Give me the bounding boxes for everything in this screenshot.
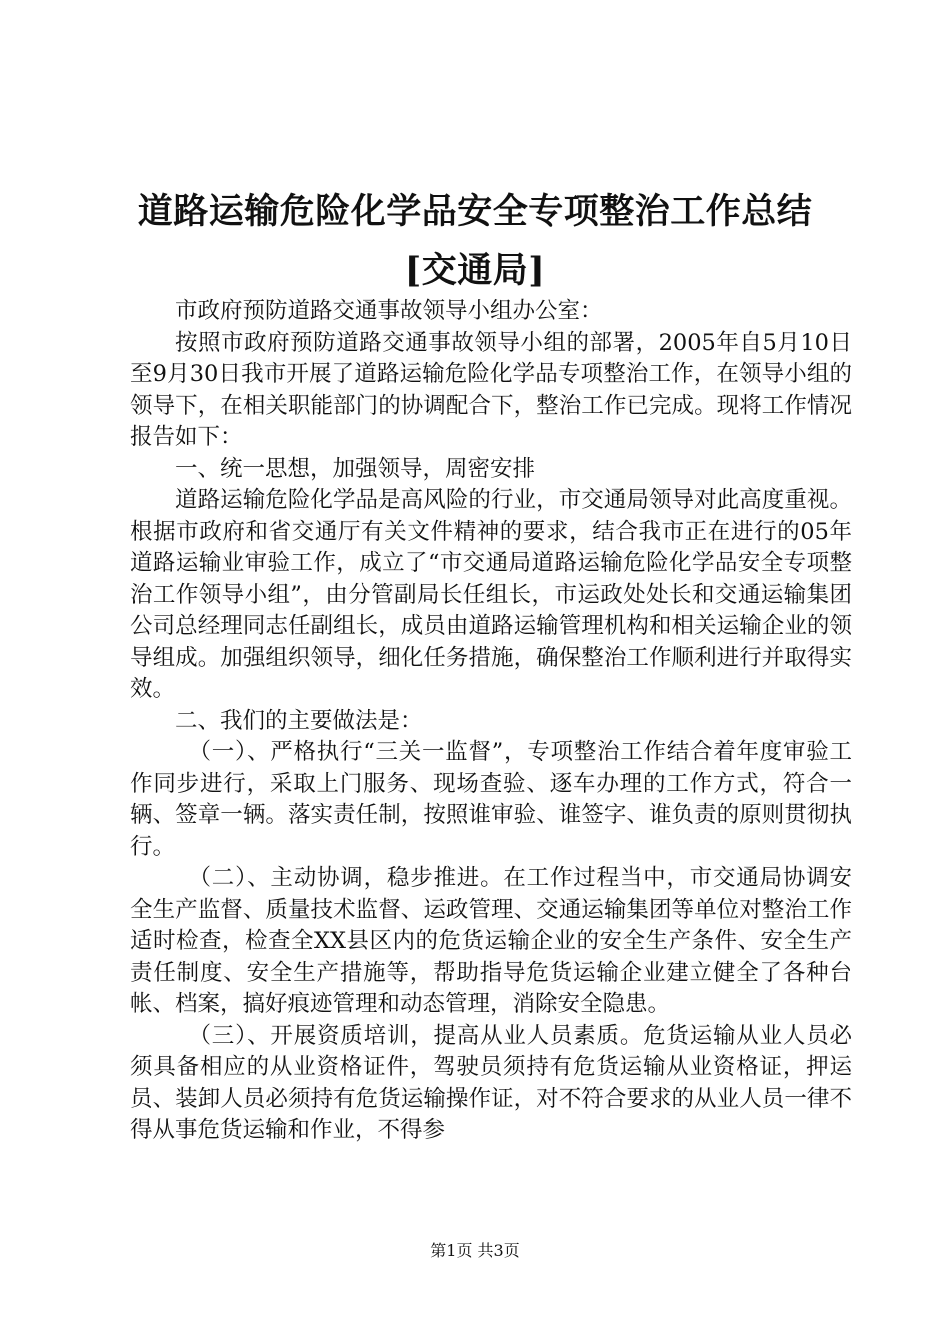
document-title: 道路运输危险化学品安全专项整治工作总结 (137, 191, 813, 232)
intro-paragraph: 按照市政府预防道路交通事故领导小组的部署，2005年自5月10日至9月30日我市开展了道路运输危险化学品专项整治工作，在领导小组的领导下，在相关职能部门的协调配合下，整治工作已完成。现将工作情况报告如下： (130, 329, 852, 450)
document-title-department: [交通局] (404, 250, 546, 291)
section-heading-1: 一、统一思想，加强领导，周密安排 (175, 455, 536, 482)
page-number-footer: 第1页 共3页 (430, 1241, 520, 1260)
section-1-paragraph: 道路运输危险化学品是高风险的行业，市交通局领导对此高度重视。根据市政府和省交通厅有关文件精神的要求，结合我市正在进行的05年道路运输业审验工作，成立了“市交通局道路运输危险化学品安全专项整治工作领导小组”，由分管副局长任组长，市运政处处长和交通运输集团公司总经理同志任副组长，成员由道路运输管理机构和相关运输企业的领导组成。加强组织领导，细化任务措施，确保整治工作顺利进行并取得实效。 (130, 487, 852, 702)
document-body (130, 296, 852, 1147)
salutation-paragraph: 市政府预防道路交通事故领导小组办公室： (175, 298, 603, 324)
subsection-1-paragraph: （一）、严格执行“三关一监督”，专项整治工作结合着年度审验工作同步进行，采取上门服务、现场查验、逐车办理的工作方式，符合一辆、签章一辆。落实责任制，按照谁审验、谁签字、谁负责的原则贯彻执行。 (130, 739, 852, 860)
subsection-3-paragraph: （三）、开展资质培训，提高从业人员素质。危货运输从业人员必须具备相应的从业资格证件，驾驶员须持有危货运输从业资格证，押运员、装卸人员必须持有危货运输操作证，对不符合要求的从业人员一律不得从事危货运输和作业，不得参 (130, 1022, 852, 1143)
section-heading-2: 二、我们的主要做法是： (175, 707, 423, 734)
subsection-2-paragraph: （二）、主动协调，稳步推进。在工作过程当中，市交通局协调安全生产监督、质量技术监督、运政管理、交通运输集团等单位对整治工作适时检查，检查全XX县区内的危货运输企业的安全生产条件、安全生产责任制度、安全生产措施等，帮助指导危货运输企业建立健全了各种台帐、档案，搞好痕迹管理和动态管理，消除安全隐患。 (130, 865, 852, 1017)
